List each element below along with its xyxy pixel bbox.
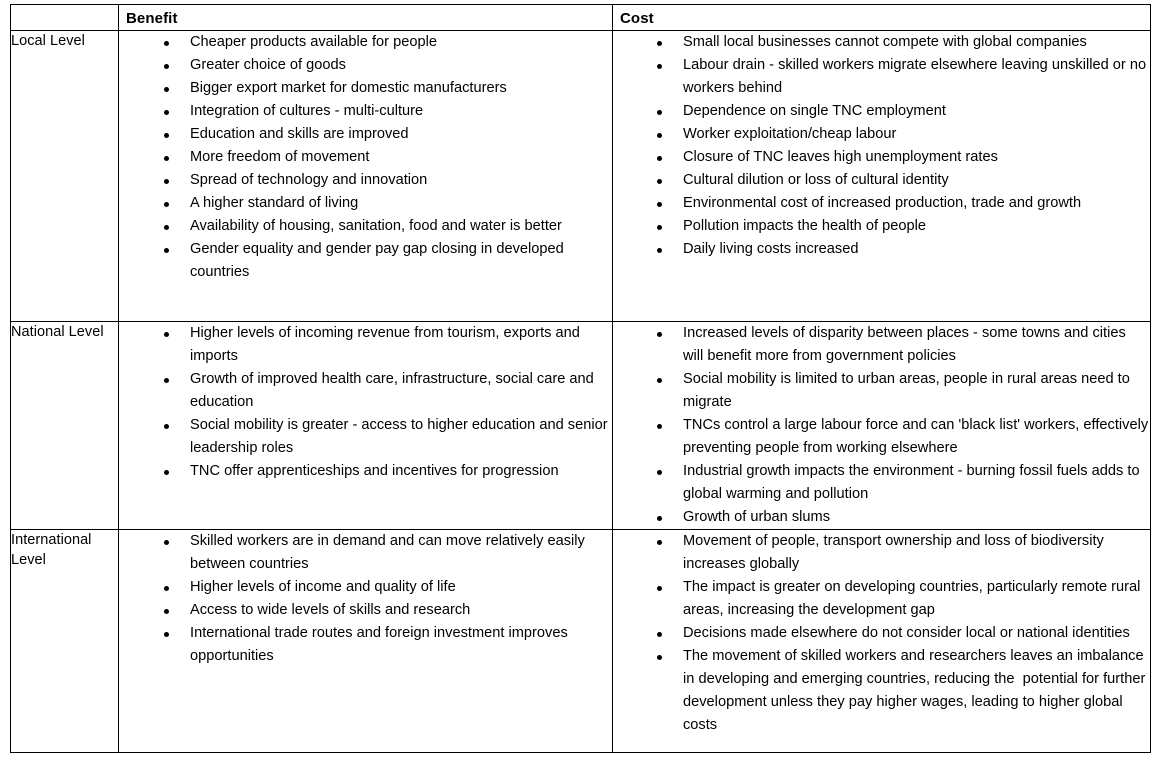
level-label: National Level: [11, 324, 104, 340]
list-item: Pollution impacts the health of people: [613, 215, 1150, 238]
costs-cell-international: [613, 530, 1151, 753]
level-cell-local: [11, 31, 119, 322]
list-item: Access to wide levels of skills and research: [119, 599, 612, 622]
benefits-costs-table: [10, 4, 1151, 753]
list-item: Decisions made elsewhere do not consider local or national identities: [613, 622, 1150, 645]
list-item: Growth of improved health care, infrastructure, social care and education: [119, 368, 612, 414]
list-item: The impact is greater on developing countries, particularly remote rural areas, increasing the development gap: [613, 576, 1150, 622]
list-item: Social mobility is greater - access to higher education and senior leadership roles: [119, 414, 612, 460]
costs-list: [613, 530, 1150, 737]
benefits-cell-local: [119, 31, 613, 322]
list-item: Education and skills are improved: [119, 123, 612, 146]
benefits-list: [119, 322, 612, 483]
benefits-cell-national: [119, 322, 613, 530]
header-corner-label: [11, 5, 118, 10]
list-item: Increased levels of disparity between places - some towns and cities will benefit more from government policies: [613, 322, 1150, 368]
table-row: [11, 322, 1151, 530]
list-item: Higher levels of incoming revenue from tourism, exports and imports: [119, 322, 612, 368]
benefits-list: [119, 31, 612, 284]
list-item: Growth of urban slums: [613, 506, 1150, 529]
list-item: Closure of TNC leaves high unemployment rates: [613, 146, 1150, 169]
list-item: Environmental cost of increased production, trade and growth: [613, 192, 1150, 215]
list-item: Spread of technology and innovation: [119, 169, 612, 192]
level-cell-national: [11, 322, 119, 530]
costs-list: [613, 31, 1150, 261]
table-header-row: [11, 5, 1151, 31]
header-cell-cost: [613, 5, 1151, 31]
level-cell-international: [11, 530, 119, 753]
list-item: Bigger export market for domestic manufacturers: [119, 77, 612, 100]
list-item: Greater choice of goods: [119, 54, 612, 77]
list-item: Dependence on single TNC employment: [613, 100, 1150, 123]
list-item: International trade routes and foreign investment improves opportunities: [119, 622, 612, 668]
list-item: Availability of housing, sanitation, food and water is better: [119, 215, 612, 238]
list-item: Skilled workers are in demand and can move relatively easily between countries: [119, 530, 612, 576]
header-cell-benefit: [119, 5, 613, 31]
costs-cell-national: [613, 322, 1151, 530]
list-item: Small local businesses cannot compete with global companies: [613, 31, 1150, 54]
header-benefit-label: Benefit: [126, 10, 178, 27]
level-label: International Level: [11, 532, 92, 568]
list-item: Labour drain - skilled workers migrate elsewhere leaving unskilled or no workers behind: [613, 54, 1150, 100]
table-row: [11, 31, 1151, 322]
list-item: Industrial growth impacts the environment - burning fossil fuels adds to global warming and pollution: [613, 460, 1150, 506]
list-item: Cheaper products available for people: [119, 31, 612, 54]
list-item: More freedom of movement: [119, 146, 612, 169]
list-item: Movement of people, transport ownership and loss of biodiversity increases globally: [613, 530, 1150, 576]
list-item: Daily living costs increased: [613, 238, 1150, 261]
list-item: Integration of cultures - multi-culture: [119, 100, 612, 123]
list-item: Cultural dilution or loss of cultural identity: [613, 169, 1150, 192]
list-item: TNC offer apprenticeships and incentives for progression: [119, 460, 612, 483]
header-cell-corner: [11, 5, 119, 31]
table-row: [11, 530, 1151, 753]
header-cost-label: Cost: [620, 10, 654, 27]
list-item: Higher levels of income and quality of life: [119, 576, 612, 599]
level-label: Local Level: [11, 33, 85, 49]
benefits-cell-international: [119, 530, 613, 753]
costs-cell-local: [613, 31, 1151, 322]
list-item: TNCs control a large labour force and can 'black list' workers, effectively preventing people from working elsewhere: [613, 414, 1150, 460]
list-item: Gender equality and gender pay gap closing in developed countries: [119, 238, 612, 284]
list-item: Social mobility is limited to urban areas, people in rural areas need to migrate: [613, 368, 1150, 414]
list-item: Worker exploitation/cheap labour: [613, 123, 1150, 146]
costs-list: [613, 322, 1153, 529]
list-item: The movement of skilled workers and researchers leaves an imbalance in developing and emerging countries, reducing the potential for further development unless they pay higher wages, leading to higher global costs: [613, 645, 1150, 737]
benefits-list: [119, 530, 612, 668]
list-item: A higher standard of living: [119, 192, 612, 215]
